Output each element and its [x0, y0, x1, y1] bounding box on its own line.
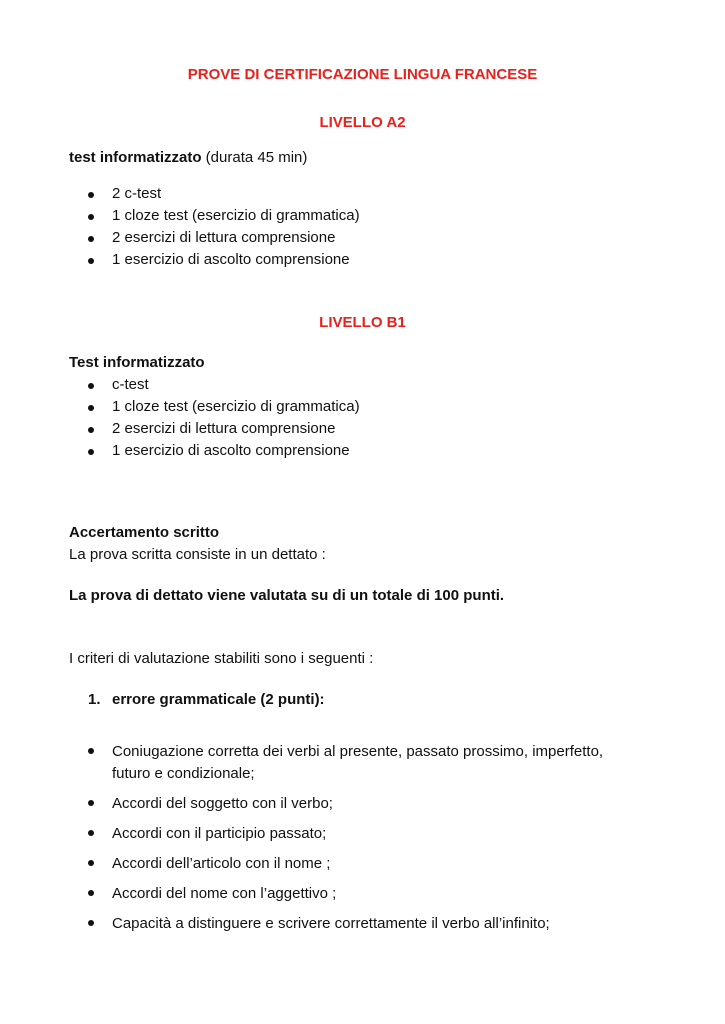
level-a2-heading: LIVELLO A2	[319, 114, 406, 131]
level-a2-test-line	[69, 149, 307, 166]
bullet-icon	[88, 427, 94, 433]
bullet-icon	[88, 214, 94, 220]
bullet-icon	[88, 920, 94, 926]
level-a2-test-label: test informatizzato	[69, 149, 202, 166]
bullet-icon	[88, 830, 94, 836]
criteria-intro: I criteri di valutazione stabiliti sono i seguenti :	[69, 650, 374, 667]
document-title: PROVE DI CERTIFICAZIONE LINGUA FRANCESE	[187, 66, 538, 83]
bullet-icon	[88, 890, 94, 896]
bullet-icon	[88, 236, 94, 242]
bullet-icon	[88, 860, 94, 866]
level-b1-test-label: Test informatizzato	[69, 354, 205, 371]
level-a2-test-duration: (durata 45 min)	[201, 149, 308, 166]
level-b1-heading: LIVELLO B1	[319, 314, 406, 331]
bullet-icon	[88, 383, 94, 389]
written-heading: Accertamento scritto	[69, 524, 220, 541]
bullet-icon	[88, 449, 94, 455]
bullet-icon	[88, 258, 94, 264]
written-intro: La prova scritta consiste in un dettato :	[69, 546, 326, 563]
written-scoring: La prova di dettato viene valutata su di un totale di 100 punti.	[69, 587, 505, 604]
bullet-icon	[88, 748, 94, 754]
bullet-icon	[88, 405, 94, 411]
bullet-icon	[88, 800, 94, 806]
criterion-1-number: 1.	[88, 691, 101, 708]
criterion-1-label: errore grammaticale (2 punti):	[112, 691, 325, 708]
document-page: PROVE DI CERTIFICAZIONE LINGUA FRANCESE LIVELLO A2 test informatizzato (durata 45 min) 2 c-test 1 cloze test (esercizio di grammatica) 2 esercizi di lettura comprensione 1 esercizio di ascolto comprensione LIVELLO B1 Test informatizzato c-test 1 cloze test (esercizio di grammatica) 2 esercizi di lettura comprensione 1 esercizio di ascolto comprensione Accertamento scritto La prova scritta consiste in un dettato : La prova di dettato viene valutata su di un totale di 100 punti. I criteri di valutazione stabiliti sono i seguenti : 1. errore grammaticale (2 punti): Coniugazione corretta dei verbi al presente, passato prossimo, imperfetto, futuro e condizionale; Accordi del soggetto con il verbo; Accordi con il participio passato; Accordi dell’articolo con il nome ; Accordi del nome con l’aggettivo ; Capacità a distinguere e scrivere correttamente il verbo all’infinito;	[0, 0, 725, 1024]
bullet-icon	[88, 192, 94, 198]
